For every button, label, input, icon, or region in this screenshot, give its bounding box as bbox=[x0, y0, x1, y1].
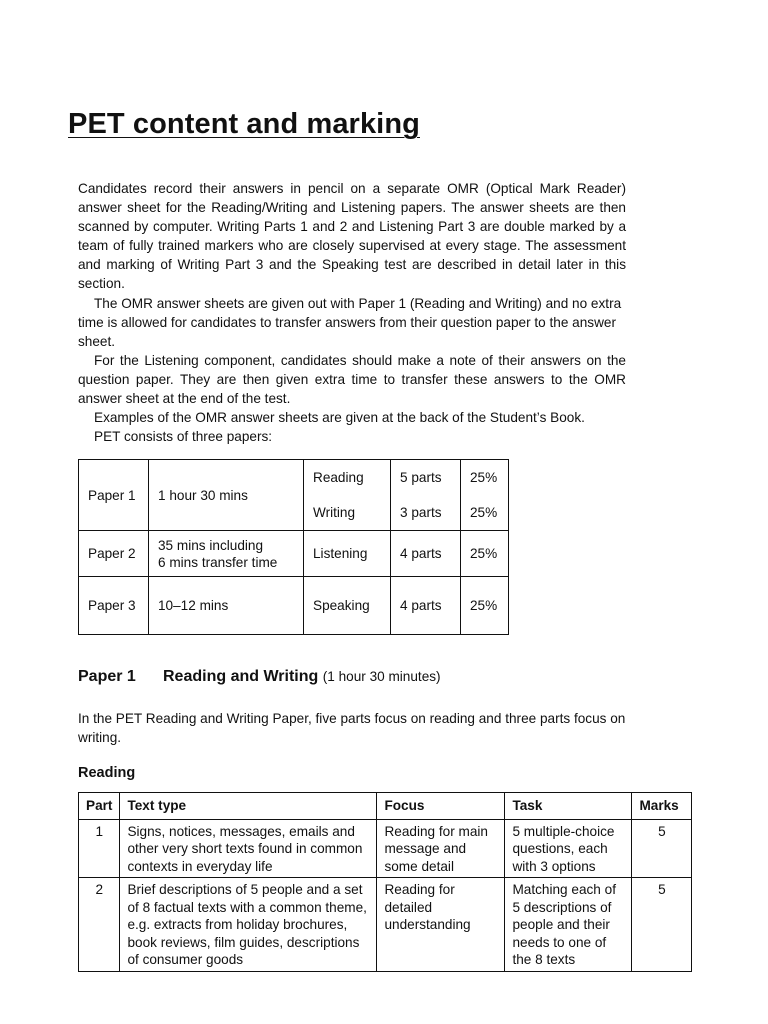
column-header: Focus bbox=[377, 793, 505, 820]
reading-table bbox=[78, 792, 692, 972]
text-type-cell: Signs, notices, messages, emails and other very short texts found in common contexts in everyday life bbox=[120, 819, 377, 878]
intro-paragraph-2: The OMR answer sheets are given out with Paper 1 (Reading and Writing) and no extra time is allowed for candidates to transfer answers from their question paper to the answer sheet. bbox=[78, 295, 622, 349]
time-line: 35 mins including bbox=[158, 537, 264, 553]
column-header: Part bbox=[79, 793, 120, 820]
section-duration: (1 hour 30 minutes) bbox=[322, 669, 441, 684]
parts-label: 3 parts bbox=[400, 505, 442, 520]
paper-time-cell: 1 hour 30 mins bbox=[149, 460, 304, 531]
paper-weight-cell: 25% bbox=[461, 577, 509, 635]
time-line: 6 mins transfer time bbox=[158, 554, 278, 570]
part-cell: 2 bbox=[79, 878, 120, 972]
intro-text bbox=[78, 179, 626, 446]
marks-cell: 5 bbox=[632, 819, 692, 878]
marks-cell: 5 bbox=[632, 878, 692, 972]
column-header: Text type bbox=[120, 793, 377, 820]
paper-parts-cell: 4 parts bbox=[391, 531, 461, 577]
paper-time-cell bbox=[149, 531, 304, 577]
text-type-cell: Brief descriptions of 5 people and a set of 8 factual texts with a common theme, e.g. extracts from holiday brochures, book reviews, film guides, descriptions of consumer goods bbox=[120, 878, 377, 972]
paper-weight-cell: 25% bbox=[461, 531, 509, 577]
paper-name-cell: Paper 3 bbox=[79, 577, 149, 635]
papers-table bbox=[78, 459, 509, 635]
section-intro: In the PET Reading and Writing Paper, five parts focus on reading and three parts focus on writing. bbox=[78, 711, 626, 745]
table-row bbox=[79, 878, 692, 972]
intro-paragraph-5: PET consists of three papers: bbox=[94, 429, 273, 445]
table-row bbox=[79, 577, 509, 635]
reading-heading: Reading bbox=[78, 765, 136, 781]
paper-parts-cell bbox=[391, 460, 461, 531]
weight-label: 25% bbox=[470, 505, 498, 520]
paper-skill-cell: Listening bbox=[304, 531, 391, 577]
intro-paragraph-4: Examples of the OMR answer sheets are given at the back of the Student’s Book. bbox=[94, 410, 585, 426]
table-row bbox=[79, 460, 509, 531]
table-header-row bbox=[79, 793, 692, 820]
paper-parts-cell: 4 parts bbox=[391, 577, 461, 635]
parts-label: 5 parts bbox=[400, 470, 442, 485]
part-cell: 1 bbox=[79, 819, 120, 878]
task-cell: 5 multiple-choice questions, each with 3 options bbox=[505, 819, 632, 878]
skill-label: Writing bbox=[313, 505, 356, 520]
skill-label: Reading bbox=[313, 470, 364, 485]
page-title: PET content and marking bbox=[68, 108, 420, 140]
focus-cell: Reading for detailed understanding bbox=[377, 878, 505, 972]
table-row bbox=[79, 531, 509, 577]
paper-weight-cell bbox=[461, 460, 509, 531]
intro-paragraph-1: Candidates record their answers in pencil on a separate OMR (Optical Mark Reader) answer sheet for the Reading/Writing and Listening papers. The answer sheets are then scanned by computer. Writing Parts 1 and 2 and Listening Part 3 are double marked by a team of fully trained markers who are closely supervised at every stage. The assessment and marking of Writing Part 3 and the Speaking test are described in detail later in this section. bbox=[78, 181, 626, 292]
section-heading bbox=[78, 668, 441, 686]
column-header: Task bbox=[505, 793, 632, 820]
section-paper-label: Paper 1 bbox=[78, 668, 136, 685]
paper-skill-cell bbox=[304, 460, 391, 531]
weight-label: 25% bbox=[470, 470, 498, 485]
task-cell: Matching each of 5 descriptions of people and their needs to one of the 8 texts bbox=[505, 878, 632, 972]
table-row bbox=[79, 819, 692, 878]
column-header: Marks bbox=[632, 793, 692, 820]
paper-name-cell: Paper 2 bbox=[79, 531, 149, 577]
intro-paragraph-3: For the Listening component, candidates should make a note of their answers on the question paper. They are then given extra time to transfer these answers to the OMR answer sheet at the end of the test. bbox=[78, 352, 626, 407]
section-name: Reading and Writing bbox=[163, 668, 319, 685]
paper-skill-cell: Speaking bbox=[304, 577, 391, 635]
focus-cell: Reading for main message and some detail bbox=[377, 819, 505, 878]
paper-time-cell: 10–12 mins bbox=[149, 577, 304, 635]
paper-name-cell: Paper 1 bbox=[79, 460, 149, 531]
